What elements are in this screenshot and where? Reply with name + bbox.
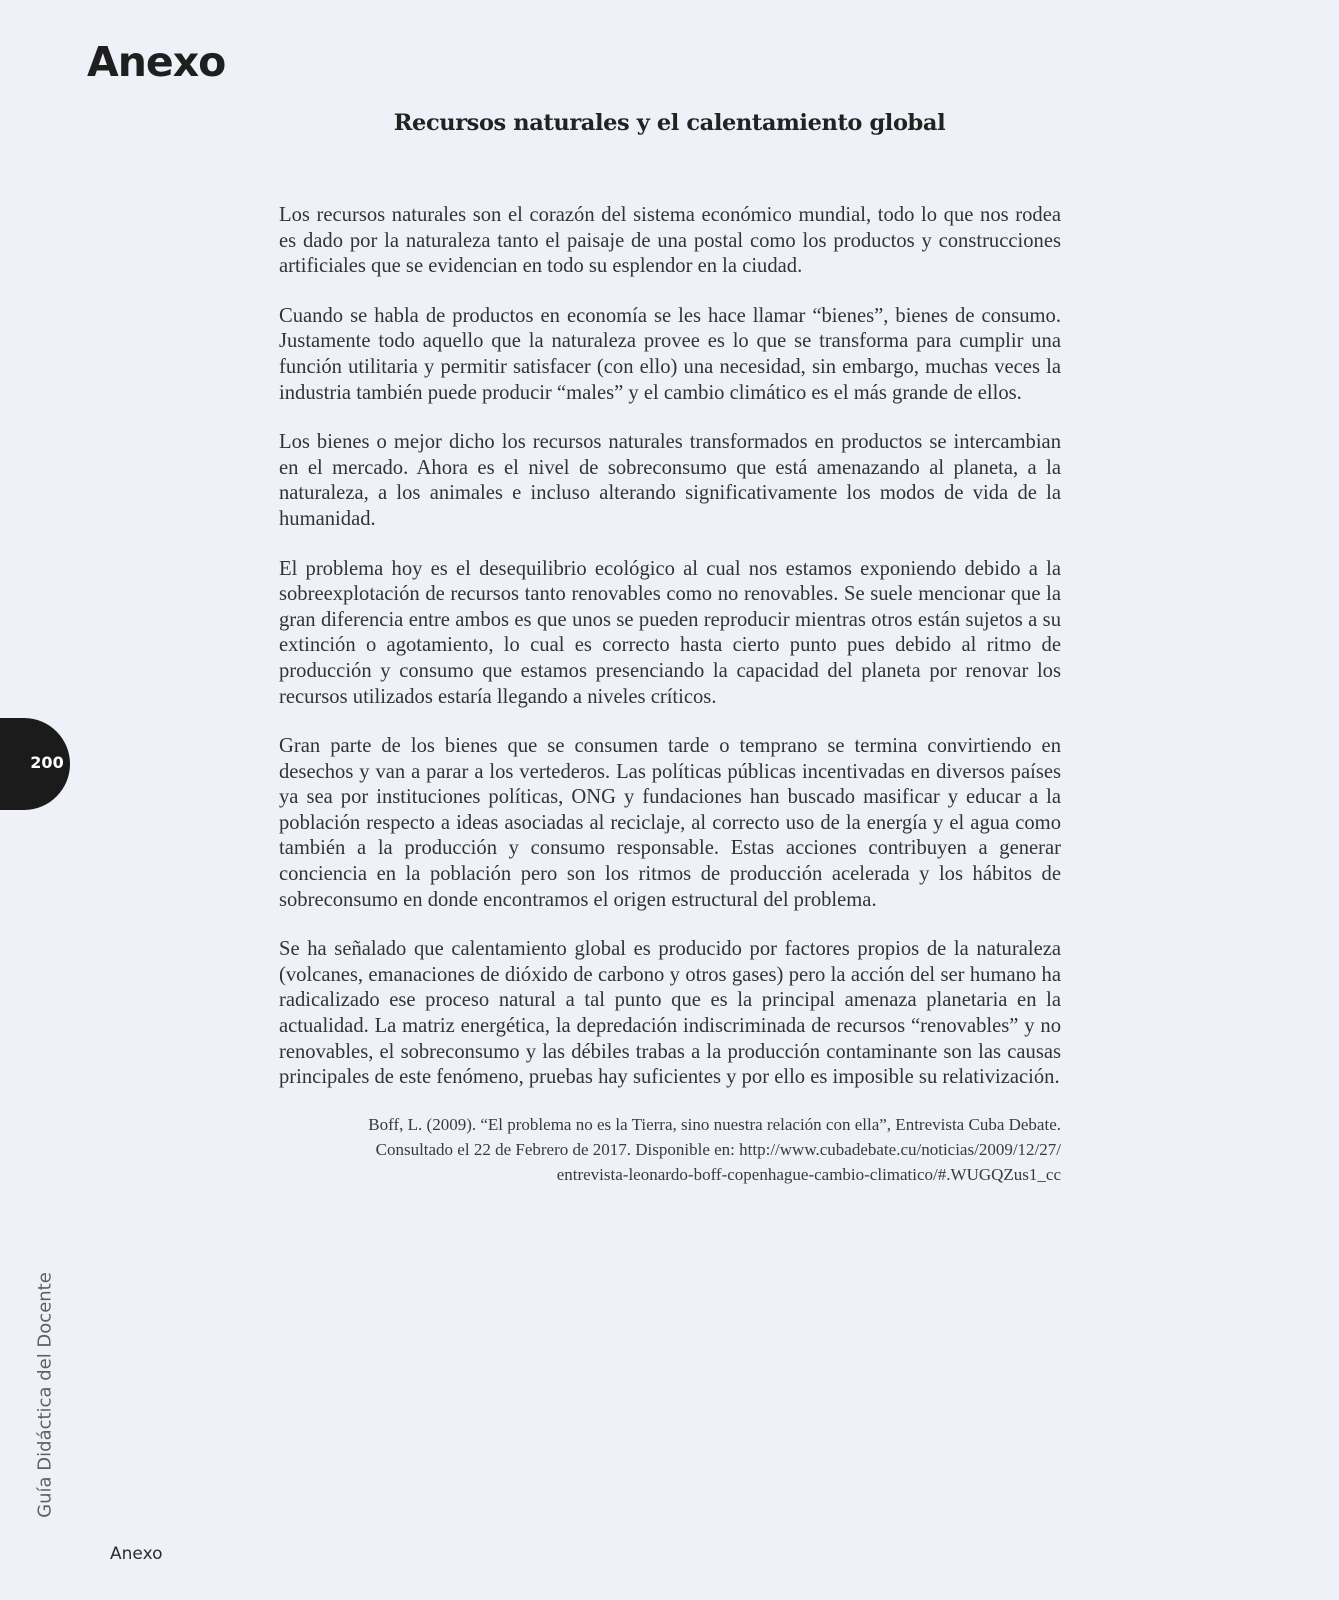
- paragraph: Los bienes o mejor dicho los recursos naturales transformados en productos se intercambian en el mercado. Ahora es el nivel de sobreconsumo que está amenazando al planeta, a la naturaleza, a los animales e incluso alterando significativamente los modos de vida de la humanidad.: [279, 431, 1061, 530]
- citation-line: entrevista-leonardo-boff-copenhague-cambio-climatico/#.WUGQZus1_cc: [556, 1164, 1061, 1184]
- paragraph: Gran parte de los bienes que se consumen tarde o temprano se termina convirtiendo en desechos y van a parar a los vertederos. Las políticas públicas incentivadas en diversos países ya sea por instituciones políticas, ONG y fundaciones han buscado masificar y educar a la población respecto a ideas asociadas al reciclaje, al correcto uso de la energía y el agua como también a la producción y consumo responsable. Estas acciones contribuyen a generar conciencia en la población pero son los ritmos de producción acelerada y los hábitos de sobreconsumo en donde encontramos el origen estructural del problema.: [279, 735, 1061, 911]
- article-title: Recursos naturales y el calentamiento global: [393, 110, 946, 136]
- section-heading: Anexo: [87, 38, 226, 86]
- paragraph: Los recursos naturales son el corazón del sistema económico mundial, todo lo que nos rodea es dado por la naturaleza tanto el paisaje de una postal como los productos y construcciones artificiales que se evidencian en todo su esplendor en la ciudad.: [279, 204, 1061, 278]
- citation-line: Boff, L. (2009). “El problema no es la Tierra, sino nuestra relación con ella”, Entrevista Cuba Debate.: [368, 1114, 1061, 1134]
- citation-line: Consultado el 22 de Febrero de 2017. Disponible en: http://www.cubadebate.cu/noticias/2009/12/27/: [375, 1139, 1061, 1159]
- paragraph: Se ha señalado que calentamiento global es producido por factores propios de la naturaleza (volcanes, emanaciones de dióxido de carbono y otros gases) pero la acción del ser humano ha radicalizado ese proceso natural a tal punto que es la principal amenaza planetaria en la actualidad. La matriz energética, la depredación indiscriminada de recursos “renovables” y no renovables, el sobreconsumo y las débiles trabas a la producción contaminante son las causas principales de este fenómeno, pruebas hay suficientes y por ello es imposible su relativización.: [279, 938, 1061, 1089]
- article-body: [279, 203, 1061, 1187]
- footer-label: Anexo: [110, 1544, 163, 1564]
- citation: [279, 1112, 1061, 1187]
- paragraph: El problema hoy es el desequilibrio ecológico al cual nos estamos exponiendo debido a la sobreexplotación de recursos tanto renovables como no renovables. Se suele mencionar que la gran diferencia entre ambos es que unos se pueden reproducir mientras otros están sujetos a su extinción o agotamiento, lo cual es correcto hasta cierto punto pues debido al ritmo de producción y consumo que estamos presenciando la capacidad del planeta por renovar los recursos utilizados estaría llegando a niveles críticos.: [279, 557, 1061, 708]
- page-number: 200: [30, 753, 64, 772]
- side-label: Guía Didáctica del Docente: [34, 1272, 56, 1518]
- paragraph: Cuando se habla de productos en economía se les hace llamar “bienes”, bienes de consumo. Justamente todo aquello que la naturaleza provee es lo que se transforma para cumplir una función utilitaria y permitir satisfacer (con ello) una necesidad, sin embargo, muchas veces la industria también puede producir “males” y el cambio climático es el más grande de ellos.: [279, 304, 1061, 404]
